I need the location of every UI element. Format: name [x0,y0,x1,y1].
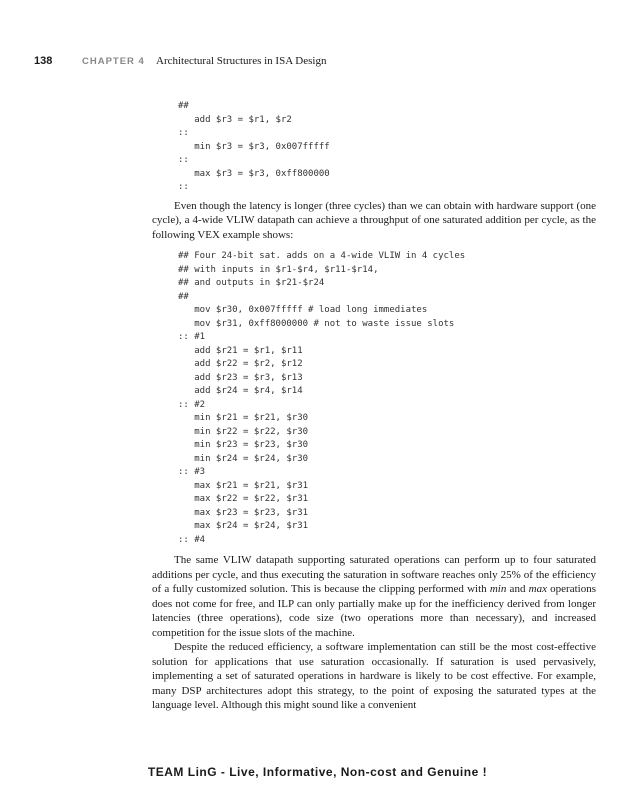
code-line: :: #1 [178,332,206,342]
italic-term: min [489,583,507,595]
code-line: max $r24 = $r24, $r31 [178,521,309,531]
code-line: min $r3 = $r3, 0x007fffff [178,141,330,152]
italic-term: max [528,583,547,595]
code-line: :: #4 [178,534,206,545]
code-listing-2 [178,250,596,547]
paragraph-text: Even though the latency is longer (three cycles) than we can obtain with hardware support (one cycle), a 4-wide VLIW datapath can achieve a throughput of one saturated addition per cycle, as the following VEX example shows: [152,199,596,241]
text-run: The same VLIW datapath supporting saturated operations can perform up to four saturated additions per cycle, and thus executing the saturation in software reaches only 25% of the efficiency of a fully customized solution. This is because the clipping performed with [152,554,596,595]
paragraph-3: Despite the reduced efficiency, a software implementation can still be the most cost-effective solution for applications that use saturation occasionally. If saturation is used pervasively, implementing a set of saturated operations in hardware is likely to be cost effective. For example, many DSP architectures adopt this strategy, to the point of exposing the saturated types at the language level. Although this might sound like a convenient [152,641,596,711]
paragraph-text [152,553,596,640]
code-listing-1 [178,100,596,195]
code-line: :: [178,155,189,165]
code-line: max $r21 = $r21, $r31 [178,480,309,491]
code-line: min $r23 = $r23, $r30 [178,440,309,450]
chapter-title: Architectural Structures in ISA Design [156,55,327,67]
code-line: ## [178,291,189,302]
code-line: :: [178,182,189,192]
code-line: mov $r31, 0xff8000000 # not to waste issue slots [178,318,455,329]
code-line: add $r21 = $r1, $r11 [178,345,303,356]
code-line: ## with inputs in $r1-$r4, $r11-$r14, [178,264,379,275]
code-line: ## and outputs in $r21-$r24 [178,278,325,288]
text-run: operations does not come for free, and ILP can only partially make up for the inefficiency derived from longer latencies (three operations), code size (two operations more than necessary), and increased competition for the issue slots of the machine. [152,583,596,639]
code-line: :: #2 [178,399,206,410]
chapter-label: CHAPTER 4 [82,56,145,67]
paragraph-1 [152,199,596,243]
code-line: min $r22 = $r22, $r30 [178,426,309,437]
page-body [152,100,596,713]
code-line: add $r22 = $r2, $r12 [178,359,303,369]
page-number: 138 [34,55,53,67]
code-line: mov $r30, 0x007fffff # load long immediates [178,305,428,315]
code-line: add $r3 = $r1, $r2 [178,114,292,125]
code-line: min $r21 = $r21, $r30 [178,413,309,423]
footer-watermark: TEAM LinG - Live, Informative, Non-cost and Genuine ! [147,765,488,779]
code-line: add $r24 = $r4, $r14 [178,386,303,396]
code-line: :: [178,128,189,138]
code-line: min $r24 = $r24, $r30 [178,453,309,464]
code-line: ## [178,101,189,111]
code-line: ## Four 24-bit sat. adds on a 4-wide VLIW in 4 cycles [178,251,466,261]
paragraph-2 [152,553,596,713]
code-line: max $r22 = $r22, $r31 [178,494,309,504]
text-run: and [506,583,529,595]
code-line: :: #3 [178,467,206,477]
code-line: max $r3 = $r3, 0xff800000 [178,168,330,179]
code-line: add $r23 = $r3, $r13 [178,372,303,383]
code-line: max $r23 = $r23, $r31 [178,507,309,518]
